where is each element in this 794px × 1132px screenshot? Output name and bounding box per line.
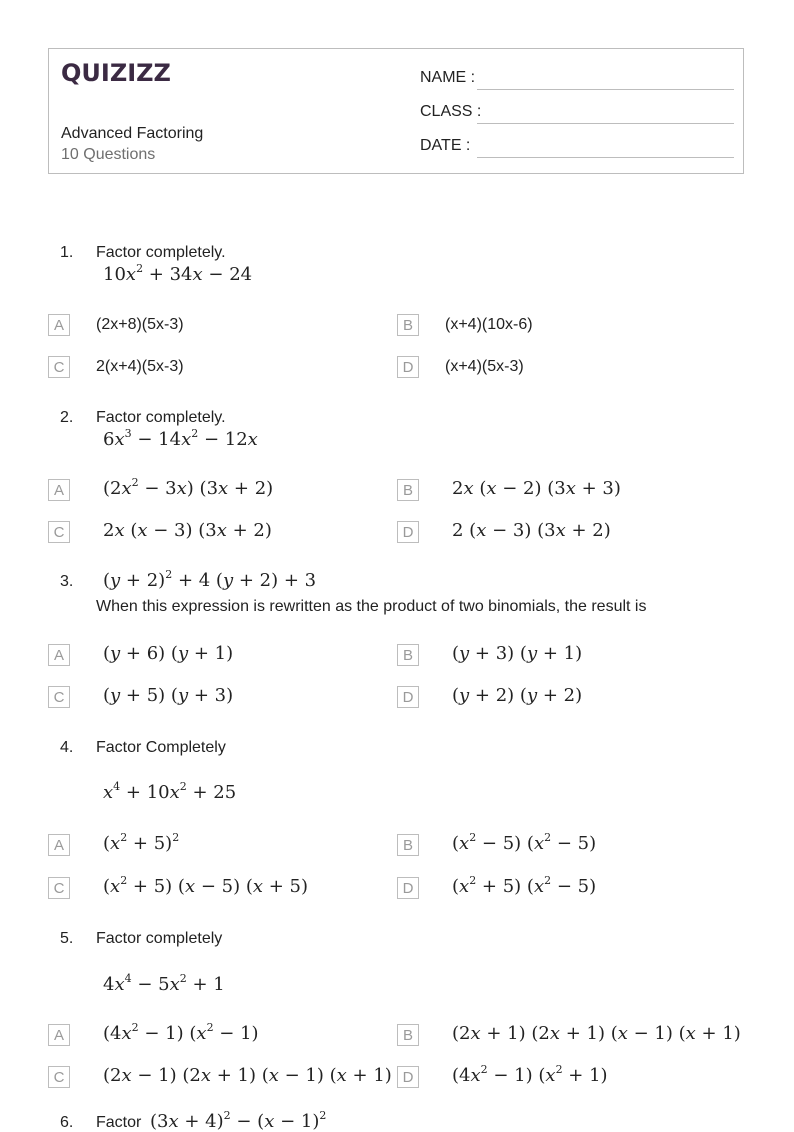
- option-expression: $(x^2 + 5) (x^2 - 5)$: [452, 874, 597, 897]
- question-expression: $(y + 2)^2 + 4$ (y + 2) + 3: [103, 568, 317, 591]
- question-number: 5.: [60, 930, 74, 947]
- quizizz-logo: QUIZIZZ: [61, 59, 171, 87]
- date-line[interactable]: [477, 157, 734, 158]
- option-expression: (y + 6) (y + 1): [103, 643, 234, 664]
- option-expression: (2x − 1) (2x + 1) (x − 1) (x + 1): [103, 1065, 392, 1086]
- option-expression: (2x + 1) (2x + 1) (x − 1) (x + 1): [452, 1023, 741, 1044]
- option-letter: C: [48, 356, 70, 378]
- option-letter: B: [397, 834, 419, 856]
- option-letter: A: [48, 834, 70, 856]
- question-text: Factor completely: [96, 930, 223, 947]
- option-text: (x+4)(5x-3): [445, 358, 524, 375]
- option-letter: D: [397, 686, 419, 708]
- question-text: Factor completely.: [96, 244, 226, 261]
- option-expression: (y + 2) (y + 2): [452, 685, 583, 706]
- option-expression: $(x^2 - 5) (x^2 - 5)$: [452, 831, 597, 854]
- question-number: 2.: [60, 409, 74, 426]
- option-letter: B: [397, 479, 419, 501]
- option-letter: C: [48, 877, 70, 899]
- question-number: 3.: [60, 573, 74, 590]
- option-letter: D: [397, 877, 419, 899]
- option-letter: D: [397, 521, 419, 543]
- student-fields: [420, 67, 734, 169]
- option-expression: (y + 5) (y + 3): [103, 685, 234, 706]
- option-letter: A: [48, 314, 70, 336]
- option-letter: B: [397, 644, 419, 666]
- question-expression: $x^4 + 10x^2 + 25$: [103, 780, 237, 803]
- question-text: Factor Completely: [96, 739, 226, 756]
- class-line[interactable]: [477, 123, 734, 124]
- question-text: Factor completely.: [96, 409, 226, 426]
- name-field[interactable]: [420, 67, 734, 101]
- worksheet-title: Advanced Factoring: [61, 125, 204, 142]
- option-letter: A: [48, 644, 70, 666]
- option-letter: D: [397, 356, 419, 378]
- name-label: NAME :: [420, 69, 476, 86]
- option-letter: B: [397, 314, 419, 336]
- option-expression: $(x^2 + 5) (x - 5) (x + 5)$: [103, 874, 309, 897]
- option-text: 2(x+4)(5x-3): [96, 358, 184, 375]
- option-text: (x+4)(10x-6): [445, 316, 533, 333]
- option-expression: 2 (x − 3) (3x + 2): [452, 520, 611, 541]
- option-letter: D: [397, 1066, 419, 1088]
- option-letter: C: [48, 686, 70, 708]
- option-expression: 2x (x − 2) (3x + 3): [452, 478, 621, 499]
- question-expression: $6x^3 - 14x^2 - 12x$: [103, 427, 258, 450]
- option-text: (2x+8)(5x-3): [96, 316, 184, 333]
- question-expression: $(3x + 4)^2 - (x - 1)^2$: [150, 1109, 327, 1132]
- option-letter: B: [397, 1024, 419, 1046]
- question-count: 10 Questions: [61, 146, 156, 163]
- option-letter: A: [48, 1024, 70, 1046]
- question-number: 4.: [60, 739, 74, 756]
- option-letter: C: [48, 1066, 70, 1088]
- option-expression: $(x^2 + 5)^2$: [103, 831, 180, 854]
- question-text: Factor: [96, 1114, 142, 1131]
- worksheet-header: [48, 48, 744, 174]
- question-expression: $4x^4 - 5x^2 + 1$: [103, 972, 225, 995]
- option-letter: C: [48, 521, 70, 543]
- name-line[interactable]: [477, 89, 734, 90]
- option-letter: A: [48, 479, 70, 501]
- option-expression: $(4x^2 - 1) (x^2 - 1)$: [103, 1021, 259, 1044]
- option-expression: $(2x^2 - 3x) (3x + 2)$: [103, 476, 274, 499]
- option-expression: 2x (x − 3) (3x + 2): [103, 520, 272, 541]
- class-field[interactable]: [420, 101, 734, 135]
- option-expression: (y + 3) (y + 1): [452, 643, 583, 664]
- option-expression: $(4x^2 - 1) (x^2 + 1)$: [452, 1063, 608, 1086]
- question-number: 1.: [60, 244, 74, 261]
- date-label: DATE :: [420, 137, 471, 154]
- class-label: CLASS :: [420, 103, 482, 120]
- question-expression: $10x^2 + 34x - 24$: [103, 262, 253, 285]
- date-field[interactable]: [420, 135, 734, 169]
- question-number: 6.: [60, 1114, 74, 1131]
- question-text: When this expression is rewritten as the product of two binomials, the result is: [96, 598, 647, 615]
